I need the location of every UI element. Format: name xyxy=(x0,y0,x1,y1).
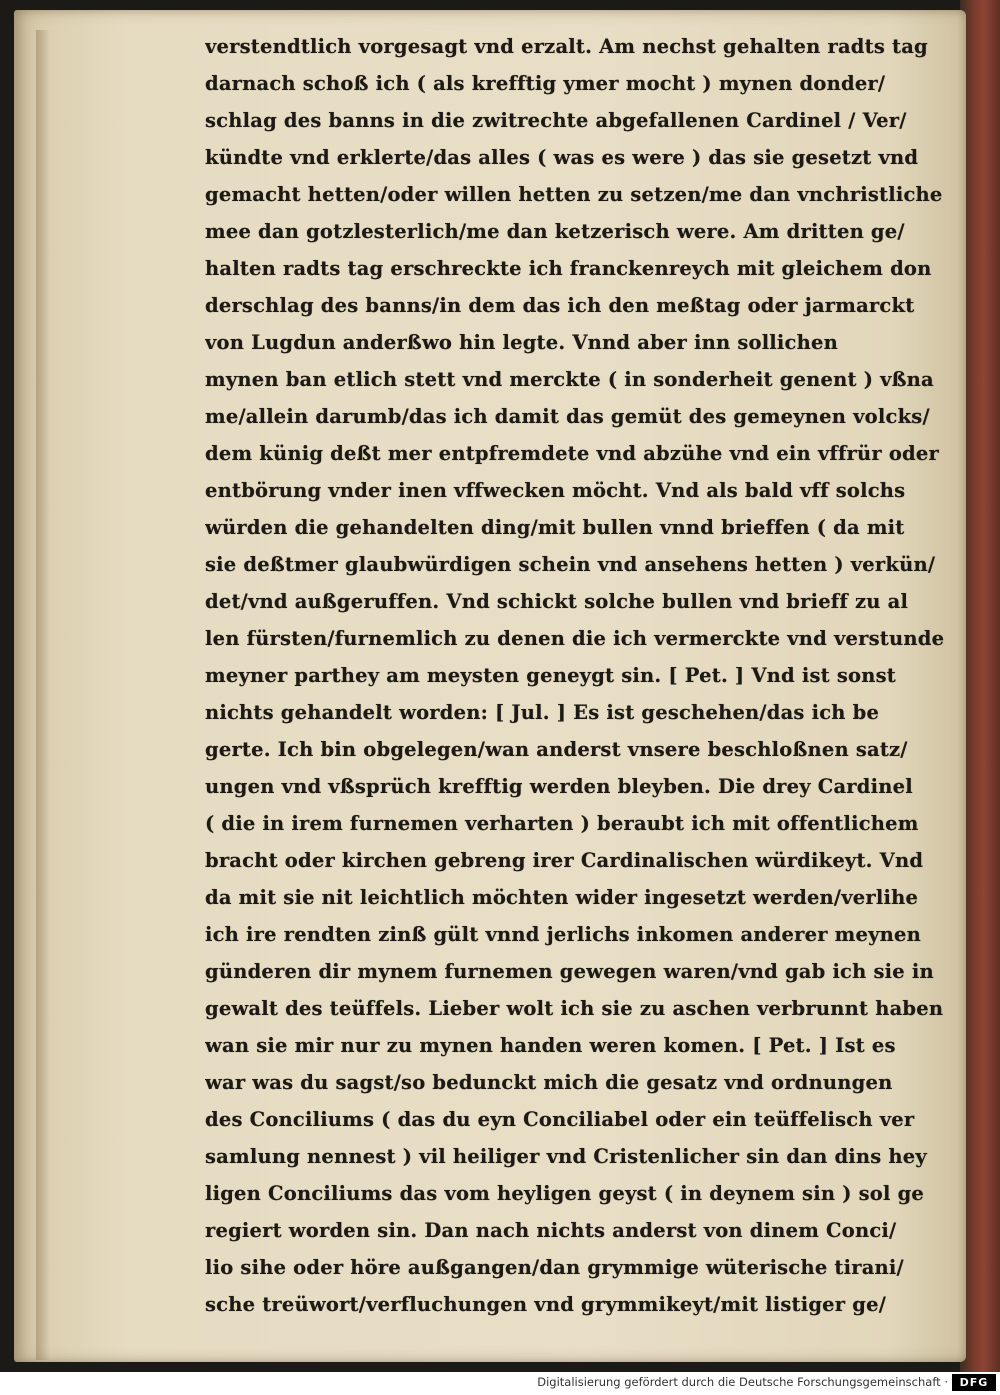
text-line: nichts gehandelt worden: [ Jul. ] Es ist geschehen/das ich be xyxy=(205,701,880,724)
text-line: len fürsten/furnemlich zu denen die ich vermerckte vnd verstunde xyxy=(205,627,945,650)
text-line: derschlag des banns/in dem das ich den meßtag oder jarmarckt xyxy=(205,294,915,317)
text-line: ich ire rendten zinß gült vnnd jerlichs inkomen anderer meynen xyxy=(205,923,921,946)
text-line: gemacht hetten/oder willen hetten zu setzen/me dan vnchristliche xyxy=(205,183,943,206)
text-line: kündte vnd erklerte/das alles ( was es were ) das sie gesetzt vnd xyxy=(205,146,919,169)
text-line: gewalt des teüffels. Lieber wolt ich sie zu aschen verbrunnt haben xyxy=(205,997,944,1020)
text-line: bracht oder kirchen gebreng irer Cardinalischen würdikeyt. Vnd xyxy=(205,849,924,872)
text-line: schlag des banns in die zwitrechte abgefallenen Cardinel / Ver/ xyxy=(205,109,907,132)
text-line: dem künig deßt mer entpfremdete vnd abzühe vnd ein vffrür oder xyxy=(205,442,939,465)
text-line: da mit sie nit leichtlich möchten wider ingesetzt werden/verlihe xyxy=(205,886,919,909)
text-line: verstendtlich vorgesagt vnd erzalt. Am nechst gehalten radts tag xyxy=(205,35,928,58)
text-line: günderen dir mynem furnemen gewegen waren/vnd gab ich sie in xyxy=(205,960,934,983)
text-line: wan sie mir nur zu mynen handen weren komen. [ Pet. ] Ist es xyxy=(205,1034,896,1057)
text-line: würden die gehandelten ding/mit bullen vnnd brieffen ( da mit xyxy=(205,516,905,539)
text-block xyxy=(205,28,957,1323)
dfg-logo: DFG xyxy=(952,1374,996,1391)
text-line: darnach schoß ich ( als krefftig ymer mocht ) mynen donder/ xyxy=(205,72,886,95)
text-line: regiert worden sin. Dan nach nichts anderst von dinem Conci/ xyxy=(205,1219,897,1242)
text-line: det/vnd außgeruffen. Vnd schickt solche bullen vnd brieff zu al xyxy=(205,590,909,613)
text-line: mee dan gotzlesterlich/me dan ketzerisch were. Am dritten ge/ xyxy=(205,220,905,243)
text-line: lio sihe oder höre außgangen/dan grymmige wüterische tirani/ xyxy=(205,1256,904,1279)
text-line: sche treüwort/verfluchungen vnd grymmikeyt/mit listiger ge/ xyxy=(205,1293,887,1316)
page-gutter xyxy=(36,30,50,1360)
footer-bar xyxy=(0,1372,1000,1395)
text-line: war was du sagst/so bedunckt mich die gesatz vnd ordnungen xyxy=(205,1071,893,1094)
text-line: von Lugdun anderßwo hin legte. Vnnd aber inn sollichen xyxy=(205,331,838,354)
book-edge xyxy=(960,0,1000,1372)
text-line: ( die in irem furnemen verharten ) beraubt ich mit offentlichem xyxy=(205,812,919,835)
text-line: entbörung vnder inen vffwecken möcht. Vnd als bald vff solchs xyxy=(205,479,906,502)
text-line: ligen Conciliums das vom heyligen geyst ( in deynem sin ) sol ge xyxy=(205,1182,925,1205)
text-line: samlung nennest ) vil heiliger vnd Cristenlicher sin dan dins hey xyxy=(205,1145,927,1168)
funding-credit: Digitalisierung gefördert durch die Deutsche Forschungsgemeinschaft · xyxy=(537,1375,948,1389)
text-line: halten radts tag erschreckte ich franckenreych mit gleichem don xyxy=(205,257,932,280)
text-line: mynen ban etlich stett vnd merckte ( in sonderheit genent ) vßna xyxy=(205,368,934,391)
text-line: des Conciliums ( das du eyn Conciliabel oder ein teüffelisch ver xyxy=(205,1108,915,1131)
text-line: ungen vnd vßsprüch krefftig werden bleyben. Die drey Cardinel xyxy=(205,775,913,798)
text-line: gerte. Ich bin obgelegen/wan anderst vnsere beschloßnen satz/ xyxy=(205,738,908,761)
text-line: me/allein darumb/das ich damit das gemüt des gemeynen volcks/ xyxy=(205,405,930,428)
text-line: meyner parthey am meysten geneygt sin. [ Pet. ] Vnd ist sonst xyxy=(205,664,897,687)
text-line: sie deßtmer glaubwürdigen schein vnd ansehens hetten ) verkün/ xyxy=(205,553,936,576)
